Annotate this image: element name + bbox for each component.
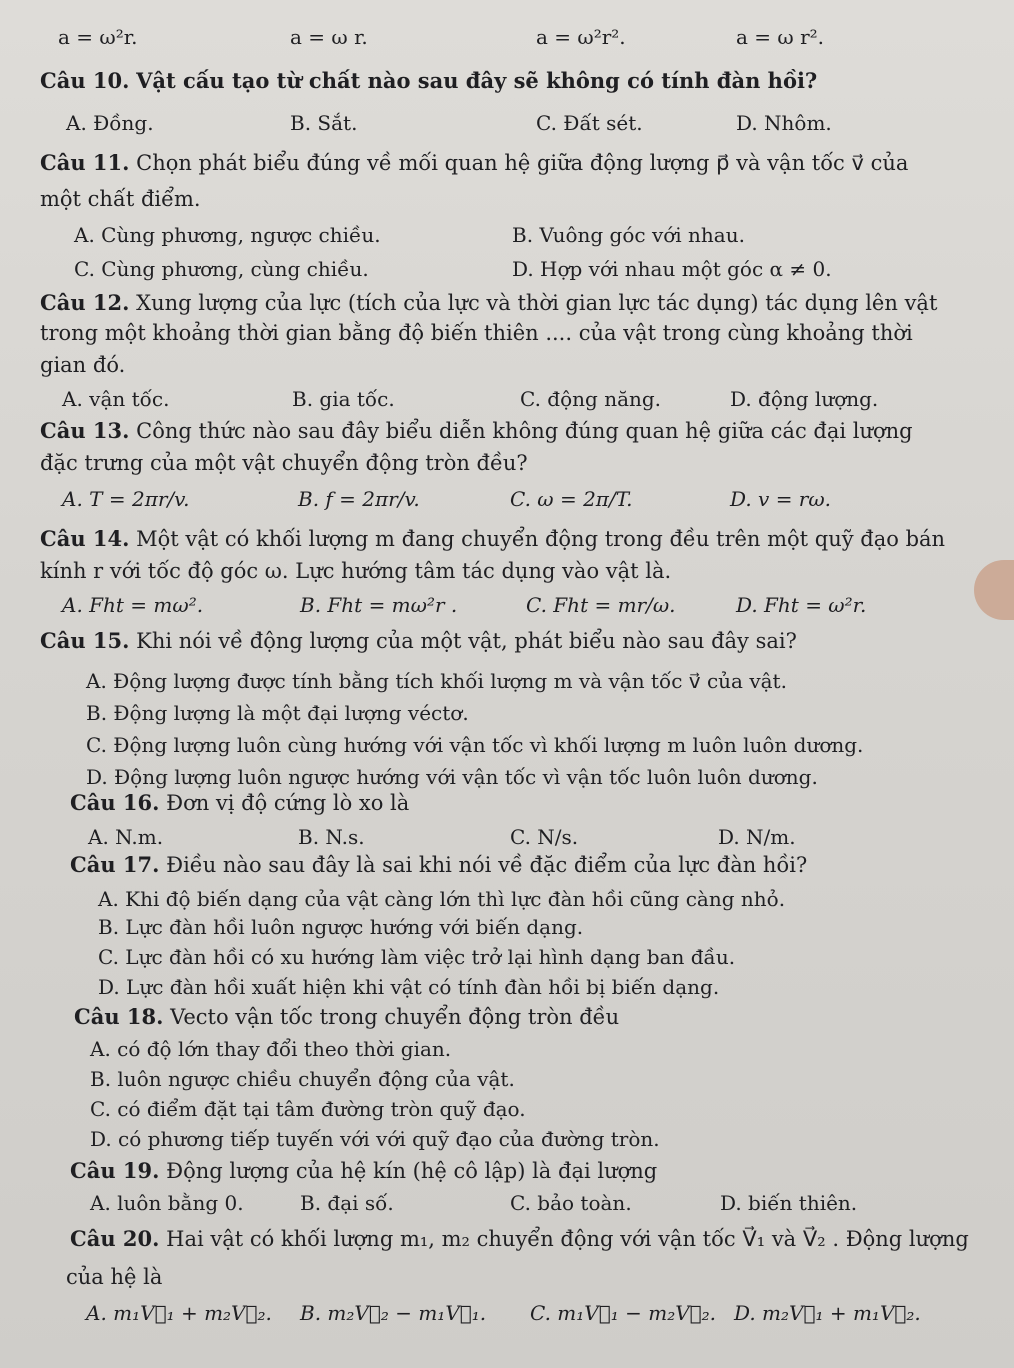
q14-option-d: D. Fht = ω²r. bbox=[736, 593, 867, 617]
q12-option-c: C. động năng. bbox=[520, 387, 662, 411]
q10-option-d: D. Nhôm. bbox=[736, 111, 832, 135]
q12-stem-line1 bbox=[40, 290, 937, 316]
q17-option-c: C. Lực đàn hồi có xu hướng làm việc trở lại hình dạng ban đầu. bbox=[98, 945, 736, 969]
q18-option-d: D. có phương tiếp tuyến với với quỹ đạo của đường tròn. bbox=[90, 1127, 660, 1151]
q9-option-b: a = ω r. bbox=[290, 25, 368, 49]
q13-stem-line1 bbox=[40, 418, 913, 444]
q16-stem bbox=[70, 790, 409, 816]
q18-option-c: C. có điểm đặt tại tâm đường tròn quỹ đạo. bbox=[90, 1097, 526, 1121]
q10-option-a: A. Đồng. bbox=[66, 111, 154, 135]
q11-number: Câu 11. bbox=[40, 150, 130, 175]
q18-option-b: B. luôn ngược chiều chuyển động của vật. bbox=[90, 1067, 515, 1091]
q16-text: Đơn vị độ cứng lò xo là bbox=[166, 791, 410, 815]
q9-option-a: a = ω²r. bbox=[58, 25, 138, 49]
q12-number: Câu 12. bbox=[40, 290, 130, 315]
q15-text: Khi nói về động lượng của một vật, phát biểu nào sau đây sai? bbox=[136, 629, 797, 653]
q18-number: Câu 18. bbox=[74, 1004, 164, 1029]
q13-stem-line2: đặc trưng của một vật chuyển động tròn đều? bbox=[40, 451, 528, 475]
q19-option-c: C. bảo toàn. bbox=[510, 1191, 632, 1215]
q19-text: Động lượng của hệ kín (hệ cô lập) là đại lượng bbox=[166, 1159, 658, 1183]
q17-text: Điều nào sau đây là sai khi nói về đặc điểm của lực đàn hồi? bbox=[166, 853, 808, 877]
q14-stem-line2: kính r với tốc độ góc ω. Lực hướng tâm tác dụng vào vật là. bbox=[40, 559, 672, 583]
q12-stem-line2: trong một khoảng thời gian bằng độ biến thiên .... của vật trong cùng khoảng thời bbox=[40, 321, 913, 345]
q15-option-d: D. Động lượng luôn ngược hướng với vận tốc vì vận tốc luôn luôn dương. bbox=[86, 765, 818, 789]
q11-option-c: C. Cùng phương, cùng chiều. bbox=[74, 257, 369, 281]
q16-option-b: B. N.s. bbox=[298, 825, 365, 849]
q19-stem bbox=[70, 1158, 657, 1184]
q12-text-1: Xung lượng của lực (tích của lực và thời gian lực tác dụng) tác dụng lên vật bbox=[136, 291, 938, 315]
q10-number: Câu 10. bbox=[40, 68, 130, 93]
q13-option-a: A. T = 2πr/v. bbox=[62, 487, 190, 511]
finger-shadow bbox=[974, 560, 1014, 620]
q13-text-1: Công thức nào sau đây biểu diễn không đúng quan hệ giữa các đại lượng bbox=[136, 419, 913, 443]
q14-option-c: C. Fht = mr/ω. bbox=[526, 593, 676, 617]
q12-option-a: A. vận tốc. bbox=[62, 387, 170, 411]
q20-option-b: B. m₂V⃗₂ − m₁V⃗₁. bbox=[300, 1301, 487, 1325]
q20-text-1: Hai vật có khối lượng m₁, m₂ chuyển động với vận tốc V⃗₁ và V⃗₂ . Động lượng bbox=[166, 1227, 969, 1251]
q19-option-b: B. đại số. bbox=[300, 1191, 394, 1215]
q18-option-a: A. có độ lớn thay đổi theo thời gian. bbox=[90, 1037, 452, 1061]
q10-stem bbox=[40, 68, 817, 94]
q9-option-d: a = ω r². bbox=[736, 25, 824, 49]
q20-option-a: A. m₁V⃗₁ + m₂V⃗₂. bbox=[86, 1301, 272, 1325]
q15-number: Câu 15. bbox=[40, 628, 130, 653]
q14-text-1: Một vật có khối lượng m đang chuyển động trong đều trên một quỹ đạo bán bbox=[136, 527, 946, 551]
q20-option-c: C. m₁V⃗₁ − m₂V⃗₂. bbox=[530, 1301, 717, 1325]
q12-option-d: D. động lượng. bbox=[730, 387, 879, 411]
q13-number: Câu 13. bbox=[40, 418, 130, 443]
q13-option-b: B. f = 2πr/v. bbox=[298, 487, 420, 511]
q14-option-b: B. Fht = mω²r . bbox=[300, 593, 458, 617]
q17-option-b: B. Lực đàn hồi luôn ngược hướng với biến dạng. bbox=[98, 915, 584, 939]
q10-option-b: B. Sắt. bbox=[290, 111, 358, 135]
q15-option-a: A. Động lượng được tính bằng tích khối lượng m và vận tốc v⃗ của vật. bbox=[86, 669, 787, 693]
q11-stem-line2: một chất điểm. bbox=[40, 187, 201, 211]
q18-stem bbox=[74, 1004, 619, 1030]
q11-stem-line1 bbox=[40, 150, 908, 176]
q12-stem-line3: gian đó. bbox=[40, 353, 126, 377]
q11-option-d: D. Hợp với nhau một góc α ≠ 0. bbox=[512, 257, 832, 281]
q20-option-d: D. m₂V⃗₁ + m₁V⃗₂. bbox=[734, 1301, 921, 1325]
q14-stem-line1 bbox=[40, 526, 945, 552]
q13-option-d: D. v = rω. bbox=[730, 487, 832, 511]
q17-option-a: A. Khi độ biến dạng của vật càng lớn thì lực đàn hồi cũng càng nhỏ. bbox=[98, 887, 786, 911]
q14-number: Câu 14. bbox=[40, 526, 130, 551]
q16-number: Câu 16. bbox=[70, 790, 160, 815]
q11-option-a: A. Cùng phương, ngược chiều. bbox=[74, 223, 381, 247]
q19-option-a: A. luôn bằng 0. bbox=[90, 1191, 244, 1215]
q9-option-c: a = ω²r². bbox=[536, 25, 626, 49]
q17-stem bbox=[70, 852, 807, 878]
q16-option-a: A. N.m. bbox=[88, 825, 164, 849]
q16-option-c: C. N/s. bbox=[510, 825, 579, 849]
q12-option-b: B. gia tốc. bbox=[292, 387, 395, 411]
q20-stem-line1 bbox=[70, 1226, 969, 1252]
q11-option-b: B. Vuông góc với nhau. bbox=[512, 223, 745, 247]
q10-option-c: C. Đất sét. bbox=[536, 111, 643, 135]
q20-number: Câu 20. bbox=[70, 1226, 160, 1251]
q19-option-d: D. biến thiên. bbox=[720, 1191, 858, 1215]
q15-option-c: C. Động lượng luôn cùng hướng với vận tốc vì khối lượng m luôn luôn dương. bbox=[86, 733, 864, 757]
q14-option-a: A. Fht = mω². bbox=[62, 593, 204, 617]
q15-stem bbox=[40, 628, 797, 654]
q15-option-b: B. Động lượng là một đại lượng véctơ. bbox=[86, 701, 469, 725]
q17-number: Câu 17. bbox=[70, 852, 160, 877]
q20-stem-line2: của hệ là bbox=[66, 1265, 163, 1289]
q16-option-d: D. N/m. bbox=[718, 825, 796, 849]
q13-option-c: C. ω = 2π/T. bbox=[510, 487, 633, 511]
q19-number: Câu 19. bbox=[70, 1158, 160, 1183]
q17-option-d: D. Lực đàn hồi xuất hiện khi vật có tính đàn hồi bị biến dạng. bbox=[98, 975, 720, 999]
q18-text: Vecto vận tốc trong chuyển động tròn đều bbox=[170, 1005, 620, 1029]
q11-text-1: Chọn phát biểu đúng về mối quan hệ giữa động lượng p⃗ và vận tốc v⃗ của bbox=[136, 151, 909, 175]
q10-text: Vật cấu tạo từ chất nào sau đây sẽ không có tính đàn hồi? bbox=[136, 68, 818, 93]
